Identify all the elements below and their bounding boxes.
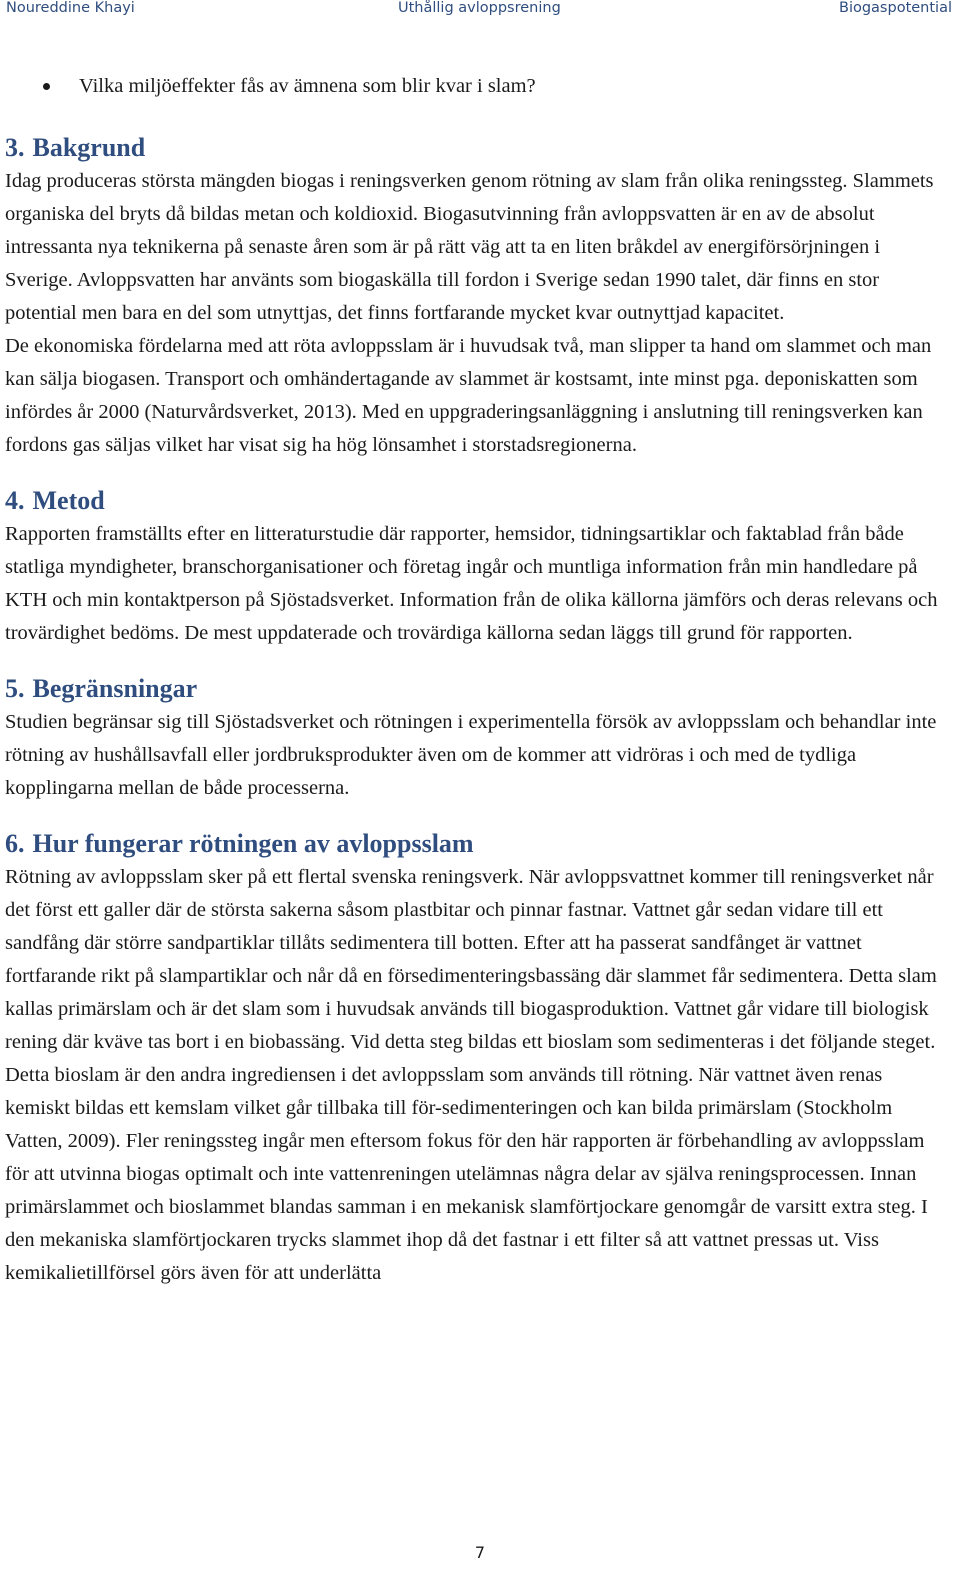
header-topic: Biogaspotential <box>839 0 952 16</box>
section-title: Bakgrund <box>32 133 146 162</box>
paragraph: Rapporten framställts efter en litteraturstudie där rapporter, hemsidor, tidningsartiklar och faktablad från både statliga myndigheter, branschorganisationer och företag ingår och muntliga information från min handledare på KTH och min kontaktperson på Sjöstadsverket. Information från de olika källorna jämförs och deras relevans och trovärdighet bedöms. De mest uppdaterade och trovärdiga källorna sedan läggs till grund för rapporten. <box>5 523 938 644</box>
section-heading-begransningar <box>5 672 949 706</box>
section-title: Metod <box>32 486 105 515</box>
section-title: Begränsningar <box>32 674 198 703</box>
paragraph: Idag produceras största mängden biogas i reningsverken genom rötning av slam från olika reningssteg. Slammets organiska del bryts då bildas metan och koldioxid. Biogasutvinning från avloppsvatten är en av de absolut intressanta nya teknikerna på senaste åren som är på rätt väg att ta en liten bråkdel av energiförsörjningen i Sverige. Avloppsvatten har använts som biogaskälla till fordon i Sverige sedan 1990 talet, där finns en stor potential men bara en del som utnyttjas, det finns fortfarande mycket kvar outnyttjad kapacitet. <box>5 170 934 324</box>
bullet-text: Vilka miljöeffekter fås av ämnena som blir kvar i slam? <box>79 75 536 97</box>
section-heading-rotning <box>5 827 949 861</box>
section-number: 4. <box>5 486 25 515</box>
section-heading-bakgrund <box>5 131 949 165</box>
section-title: Hur fungerar rötningen av avloppsslam <box>32 829 474 858</box>
bullet-dot-icon <box>43 83 50 90</box>
header-course: Uthållig avloppsrening <box>398 0 561 16</box>
section-number: 3. <box>5 133 25 162</box>
paragraph: De ekonomiska fördelarna med att röta avloppsslam är i huvudsak två, man slipper ta hand om slammet och man kan sälja biogasen. Transport och omhändertagande av slammet är kostsamt, inte minst pga. deponiskatten som infördes år 2000 (Naturvårdsverket, 2013). Med en uppgraderingsanläggning i anslutning till reningsverken kan fordons gas säljas vilket har visat sig ha hög lönsamhet i storstadsregionerna. <box>5 335 932 456</box>
page-number: 7 <box>474 1543 486 1562</box>
page-header <box>0 0 960 22</box>
header-author: Noureddine Khayi <box>6 0 135 16</box>
section-number: 6. <box>5 829 25 858</box>
section-heading-metod <box>5 484 949 518</box>
bullet-item <box>21 70 949 103</box>
section-number: 5. <box>5 674 25 703</box>
page-content <box>5 70 949 1290</box>
paragraph: Rötning av avloppsslam sker på ett flertal svenska reningsverk. När avloppsvattnet kommer till reningsverket når det först ett galler där de största sakerna såsom plastbitar och pinnar fastnar. Vattnet går sedan vidare till ett sandfång där större sandpartiklar tillåts sedimentera till botten. Efter att ha passerat sandfånget är vattnet fortfarande rikt på slampartiklar och når då en försedimenteringsbassäng där slammet får sedimentera. Detta slam kallas primärslam och är det slam som i huvudsak används till biogasproduktion. Vattnet går vidare till biologisk rening där kväve tas bort i en biobassäng. Vid detta steg bildas ett bioslam som sedimenteras i det följande steget. Detta bioslam är den andra ingrediensen i det avloppsslam som används till rötning. När vattnet även renas kemiskt bildas ett kemslam vilket går tillbaka till för-sedimenteringen och kan bilda primärslam (Stockholm Vatten, 2009). Fler reningssteg ingår men eftersom fokus för den här rapporten är förbehandling av avloppsslam för att utvinna biogas optimalt och inte vattenreningen utelämnas några delar av själva reningsprocessen. Innan primärslammet och bioslammet blandas samman i en mekanisk slamförtjockare genomgår de varsitt extra steg. I den mekaniska slamförtjockaren trycks slammet ihop då det fastnar i ett filter så att vattnet pressas ut. Viss kemikalietillförsel görs även för att underlätta <box>5 866 937 1284</box>
paragraph: Studien begränsar sig till Sjöstadsverket och rötningen i experimentella försök av avloppsslam och behandlar inte rötning av hushållsavfall eller jordbruksprodukter även om de kommer att vidröras i och med de tydliga kopplingarna mellan de både processerna. <box>5 711 937 799</box>
